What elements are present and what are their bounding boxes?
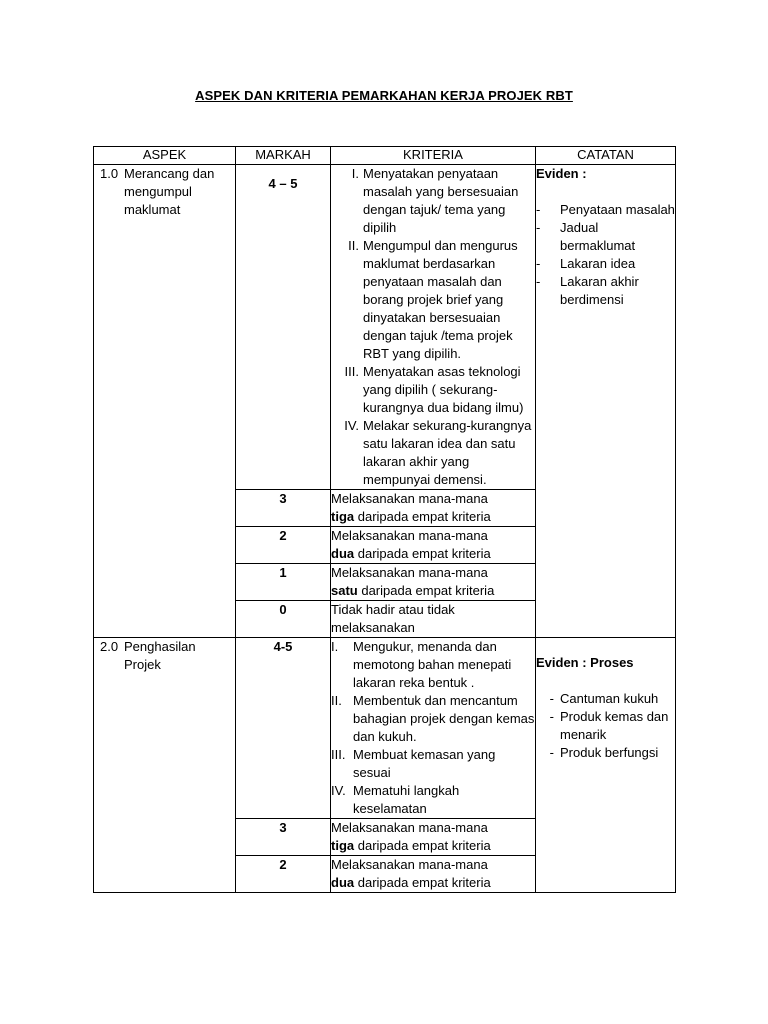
evidence-text: Penyataan masalah [560,202,675,217]
dash-bullet: - [549,745,554,760]
header-catatan: CATATAN [536,147,676,165]
roman-numeral: III. [331,747,346,762]
roman-numeral: III. [344,364,359,379]
markah-cell: 2 [236,527,331,564]
criteria-text: Menyatakan asas teknologi yang dipilih ( sekurang-kurangnya dua bidang ilmu) [363,364,524,415]
criteria-text: Membuat kemasan yang sesuai [353,747,496,780]
evidence-text: Cantuman kukuh [560,691,659,706]
dash-bullet: - [536,220,541,235]
markah-cell: 0 [236,601,331,638]
table-row [94,638,676,819]
kriteria-cell: Melaksanakan mana-mana tiga daripada empat kriteria [331,490,536,527]
criteria-text: Mematuhi langkah keselamatan [353,783,460,816]
list-item [536,708,675,744]
criteria-text: Mengumpul dan mengurus maklumat berdasarkan penyataan masalah dan borang projek brief yang dinyatakan bersesuaian dengan tajuk /tema projek RBT yang dipilih. [363,238,518,361]
rubric-table [93,146,676,893]
document-title: ASPEK DAN KRITERIA PEMARKAHAN KERJA PROJEK RBT [195,88,573,103]
table-header-row [94,147,676,165]
list-item [331,782,535,818]
list-item [331,746,535,782]
header-kriteria: KRITERIA [331,147,536,165]
markah-cell: 3 [236,490,331,527]
list-item [536,219,675,255]
kriteria-cell: Tidak hadir atau tidak melaksanakan [331,601,536,638]
criteria-text: Membentuk dan mencantum bahagian projek dengan kemas dan kukuh. [353,693,535,744]
evidence-text: Produk berfungsi [560,745,659,760]
list-item [536,273,675,309]
kriteria-cell: Melaksanakan mana-mana dua daripada empat kriteria [331,527,536,564]
criteria-list [331,165,535,489]
roman-numeral: I. [351,166,359,181]
criteria-text: Mengukur, menanda dan memotong bahan menepati lakaran reka bentuk . [353,639,512,690]
criteria-text: Menyatakan penyataan masalah yang bersesuaian dengan tajuk/ tema yang dipilih [363,166,519,235]
list-item [331,638,535,692]
list-item [331,692,535,746]
evidence-text: Produk kemas dan menarik [560,709,669,742]
list-item [536,744,675,762]
kriteria-cell: Melaksanakan mana-mana satu daripada empat kriteria [331,564,536,601]
kriteria-cell: Melaksanakan mana-mana dua daripada empat kriteria [331,856,536,893]
kriteria-cell [331,165,536,490]
catatan-cell [536,165,676,638]
list-item [331,165,535,237]
aspek-cell [94,165,236,638]
roman-numeral: II. [348,238,359,253]
header-aspek: ASPEK [94,147,236,165]
dash-bullet: - [536,274,541,289]
list-item [536,201,675,219]
roman-numeral: IV. [344,418,359,433]
evidence-list [536,690,675,762]
markah-cell: 4 – 5 [236,165,331,490]
dash-bullet: - [549,691,554,706]
list-item [331,363,535,417]
catatan-cell [536,638,676,893]
aspek-label: Merancang dan mengumpul maklumat [124,166,215,217]
aspek-label: Penghasilan Projek [124,639,196,672]
markah-cell: 1 [236,564,331,601]
list-item [331,237,535,363]
header-markah: MARKAH [236,147,331,165]
criteria-list [331,638,535,818]
aspek-number: 2.0 [100,639,119,654]
kriteria-cell: Melaksanakan mana-mana tiga daripada empat kriteria [331,819,536,856]
criteria-text: Melakar sekurang-kurangnya satu lakaran idea dan satu lakaran akhir yang mempunyai demensi. [363,418,532,487]
roman-numeral: IV. [331,783,346,798]
kriteria-cell [331,638,536,819]
evidence-title: Eviden : Proses [536,655,634,670]
aspek-number: 1.0 [100,166,119,181]
dash-bullet: - [536,256,541,271]
list-item [536,690,675,708]
table-row [94,165,676,490]
evidence-title: Eviden : [536,166,587,181]
dash-bullet: - [549,709,554,724]
evidence-text: Jadual bermaklumat [560,220,636,253]
aspek-cell [94,638,236,893]
roman-numeral: I. [331,639,339,654]
evidence-text: Lakaran akhir berdimensi [560,274,639,307]
list-item [331,417,535,489]
dash-bullet: - [536,202,541,217]
markah-cell: 2 [236,856,331,893]
roman-numeral: II. [331,693,342,708]
markah-cell: 3 [236,819,331,856]
list-item [536,255,675,273]
evidence-list [536,201,675,309]
markah-cell: 4-5 [236,638,331,819]
evidence-text: Lakaran idea [560,256,636,271]
